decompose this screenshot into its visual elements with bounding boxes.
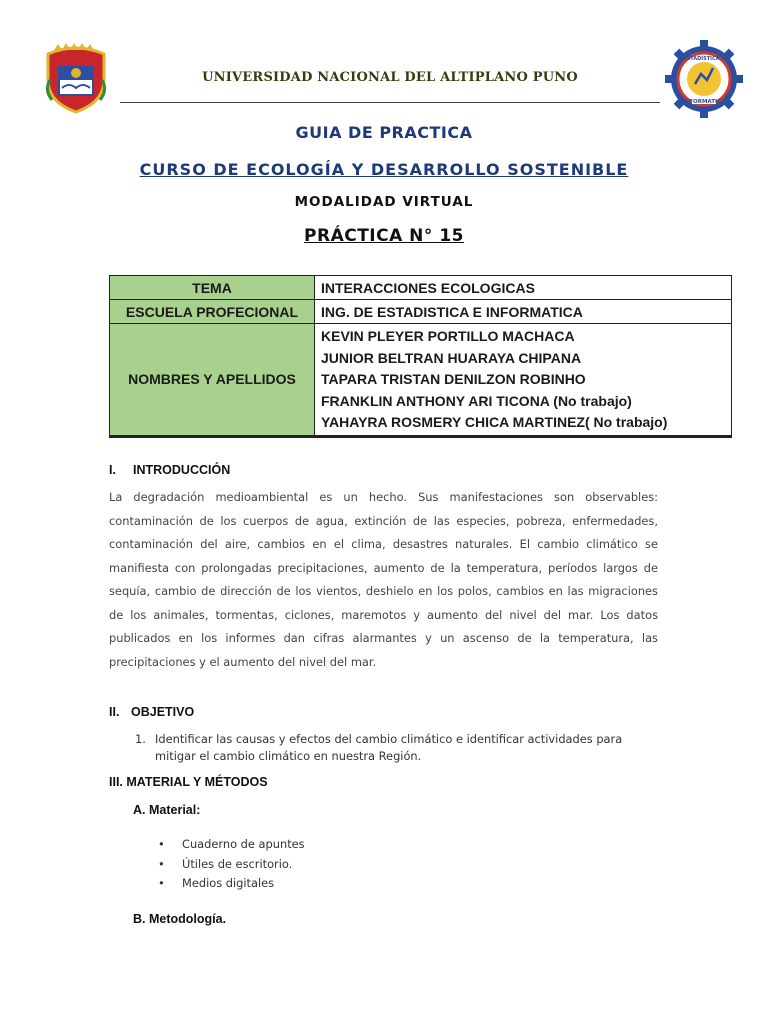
student-name: JUNIOR BELTRAN HUARAYA CHIPANA (321, 349, 582, 366)
section-intro-heading (109, 463, 230, 477)
material-text: Útiles de escritorio. (182, 856, 293, 871)
section-title: INTRODUCCIÓN (133, 463, 231, 477)
modality-title: MODALIDAD VIRTUAL (294, 194, 474, 210)
student-name: FRANKLIN ANTHONY ARI TICONA (No trabajo) (321, 392, 632, 409)
section-number: III. (109, 775, 123, 789)
escuela-value: ING. DE ESTADISTICA E INFORMATICA (315, 300, 732, 324)
table-row (110, 324, 732, 437)
seal-text-bottom: INFORMATICA (682, 99, 726, 105)
bullet-icon: • (158, 876, 165, 890)
escuela-label: ESCUELA PROFECIONAL (110, 300, 315, 324)
names-label: NOMBRES Y APELLIDOS (110, 324, 315, 437)
seal-text-top: ESTADÍSTICA E (683, 56, 725, 62)
section-title: OBJETIVO (131, 705, 195, 719)
estadistica-informatica-seal-logo (665, 40, 743, 118)
list-item (158, 876, 305, 896)
section-title: MATERIAL Y MÉTODOS (126, 775, 268, 789)
table-row (110, 276, 732, 300)
intro-paragraph: La degradación medioambiental es un hecho. Sus manifestaciones son observables: contaminación de los cuerpos de agua, extinción de las especies, pobreza, enfermedades, contaminación del aire, cambios en el clima, desastres naturales. El cambio climático se manifiesta con prolongadas precipitaciones, aumento de la temperatura, períodos largos de sequía, cambio de dirección de los vientos, deshielo en los polos, cambios en las migraciones de los animales, tormentas, ciclones, maremotos y aumento del nivel del mar. Los datos publicados en los informes dan cifras alarmantes y un ascenso de la temperatura, las precipitaciones y el aumento del nivel del mar. (109, 490, 658, 669)
student-name: TAPARA TRISTAN DENILZON ROBINHO (321, 371, 586, 387)
table-row (110, 300, 732, 324)
section-methods-heading (109, 775, 268, 789)
tema-label: TEMA (110, 276, 315, 300)
practice-number-title: PRÁCTICA N° 15 (304, 226, 464, 246)
objective-item-text: Identificar las causas y efectos del cambio climático e identificar actividades para mitigar el cambio climático en nuestra Región. (155, 732, 623, 763)
objective-item (135, 731, 660, 765)
university-name: UNIVERSIDAD NACIONAL DEL ALTIPLANO PUNO (202, 70, 578, 85)
list-item (158, 837, 305, 857)
material-text: Medios digitales (182, 876, 275, 890)
subsection-methodology-heading: B. Metodología. (133, 912, 227, 926)
bullet-icon: • (158, 856, 165, 871)
university-coat-of-arms-logo (38, 40, 114, 116)
material-text: Cuaderno de apuntes (182, 837, 305, 851)
tema-value: INTERACCIONES ECOLOGICAS (315, 276, 732, 300)
names-list (315, 324, 732, 437)
section-number: I. (109, 463, 116, 477)
bullet-icon: • (158, 837, 165, 851)
list-item (158, 857, 305, 877)
subsection-material-heading: A. Material: (133, 803, 201, 817)
section-objective-heading (109, 705, 194, 719)
info-table (109, 275, 732, 438)
objective-item-number: 1. (135, 732, 146, 746)
student-name: YAHAYRA ROSMERY CHICA MARTINEZ( No trabajo) (321, 414, 668, 430)
course-title: CURSO DE ECOLOGÍA Y DESARROLLO SOSTENIBLE (139, 160, 629, 179)
section-number: II. (109, 705, 120, 719)
student-name: KEVIN PLEYER PORTILLO MACHACA (321, 328, 575, 344)
guide-title: GUIA DE PRACTICA (295, 123, 473, 142)
header-divider (120, 102, 660, 103)
materials-list (158, 837, 305, 896)
